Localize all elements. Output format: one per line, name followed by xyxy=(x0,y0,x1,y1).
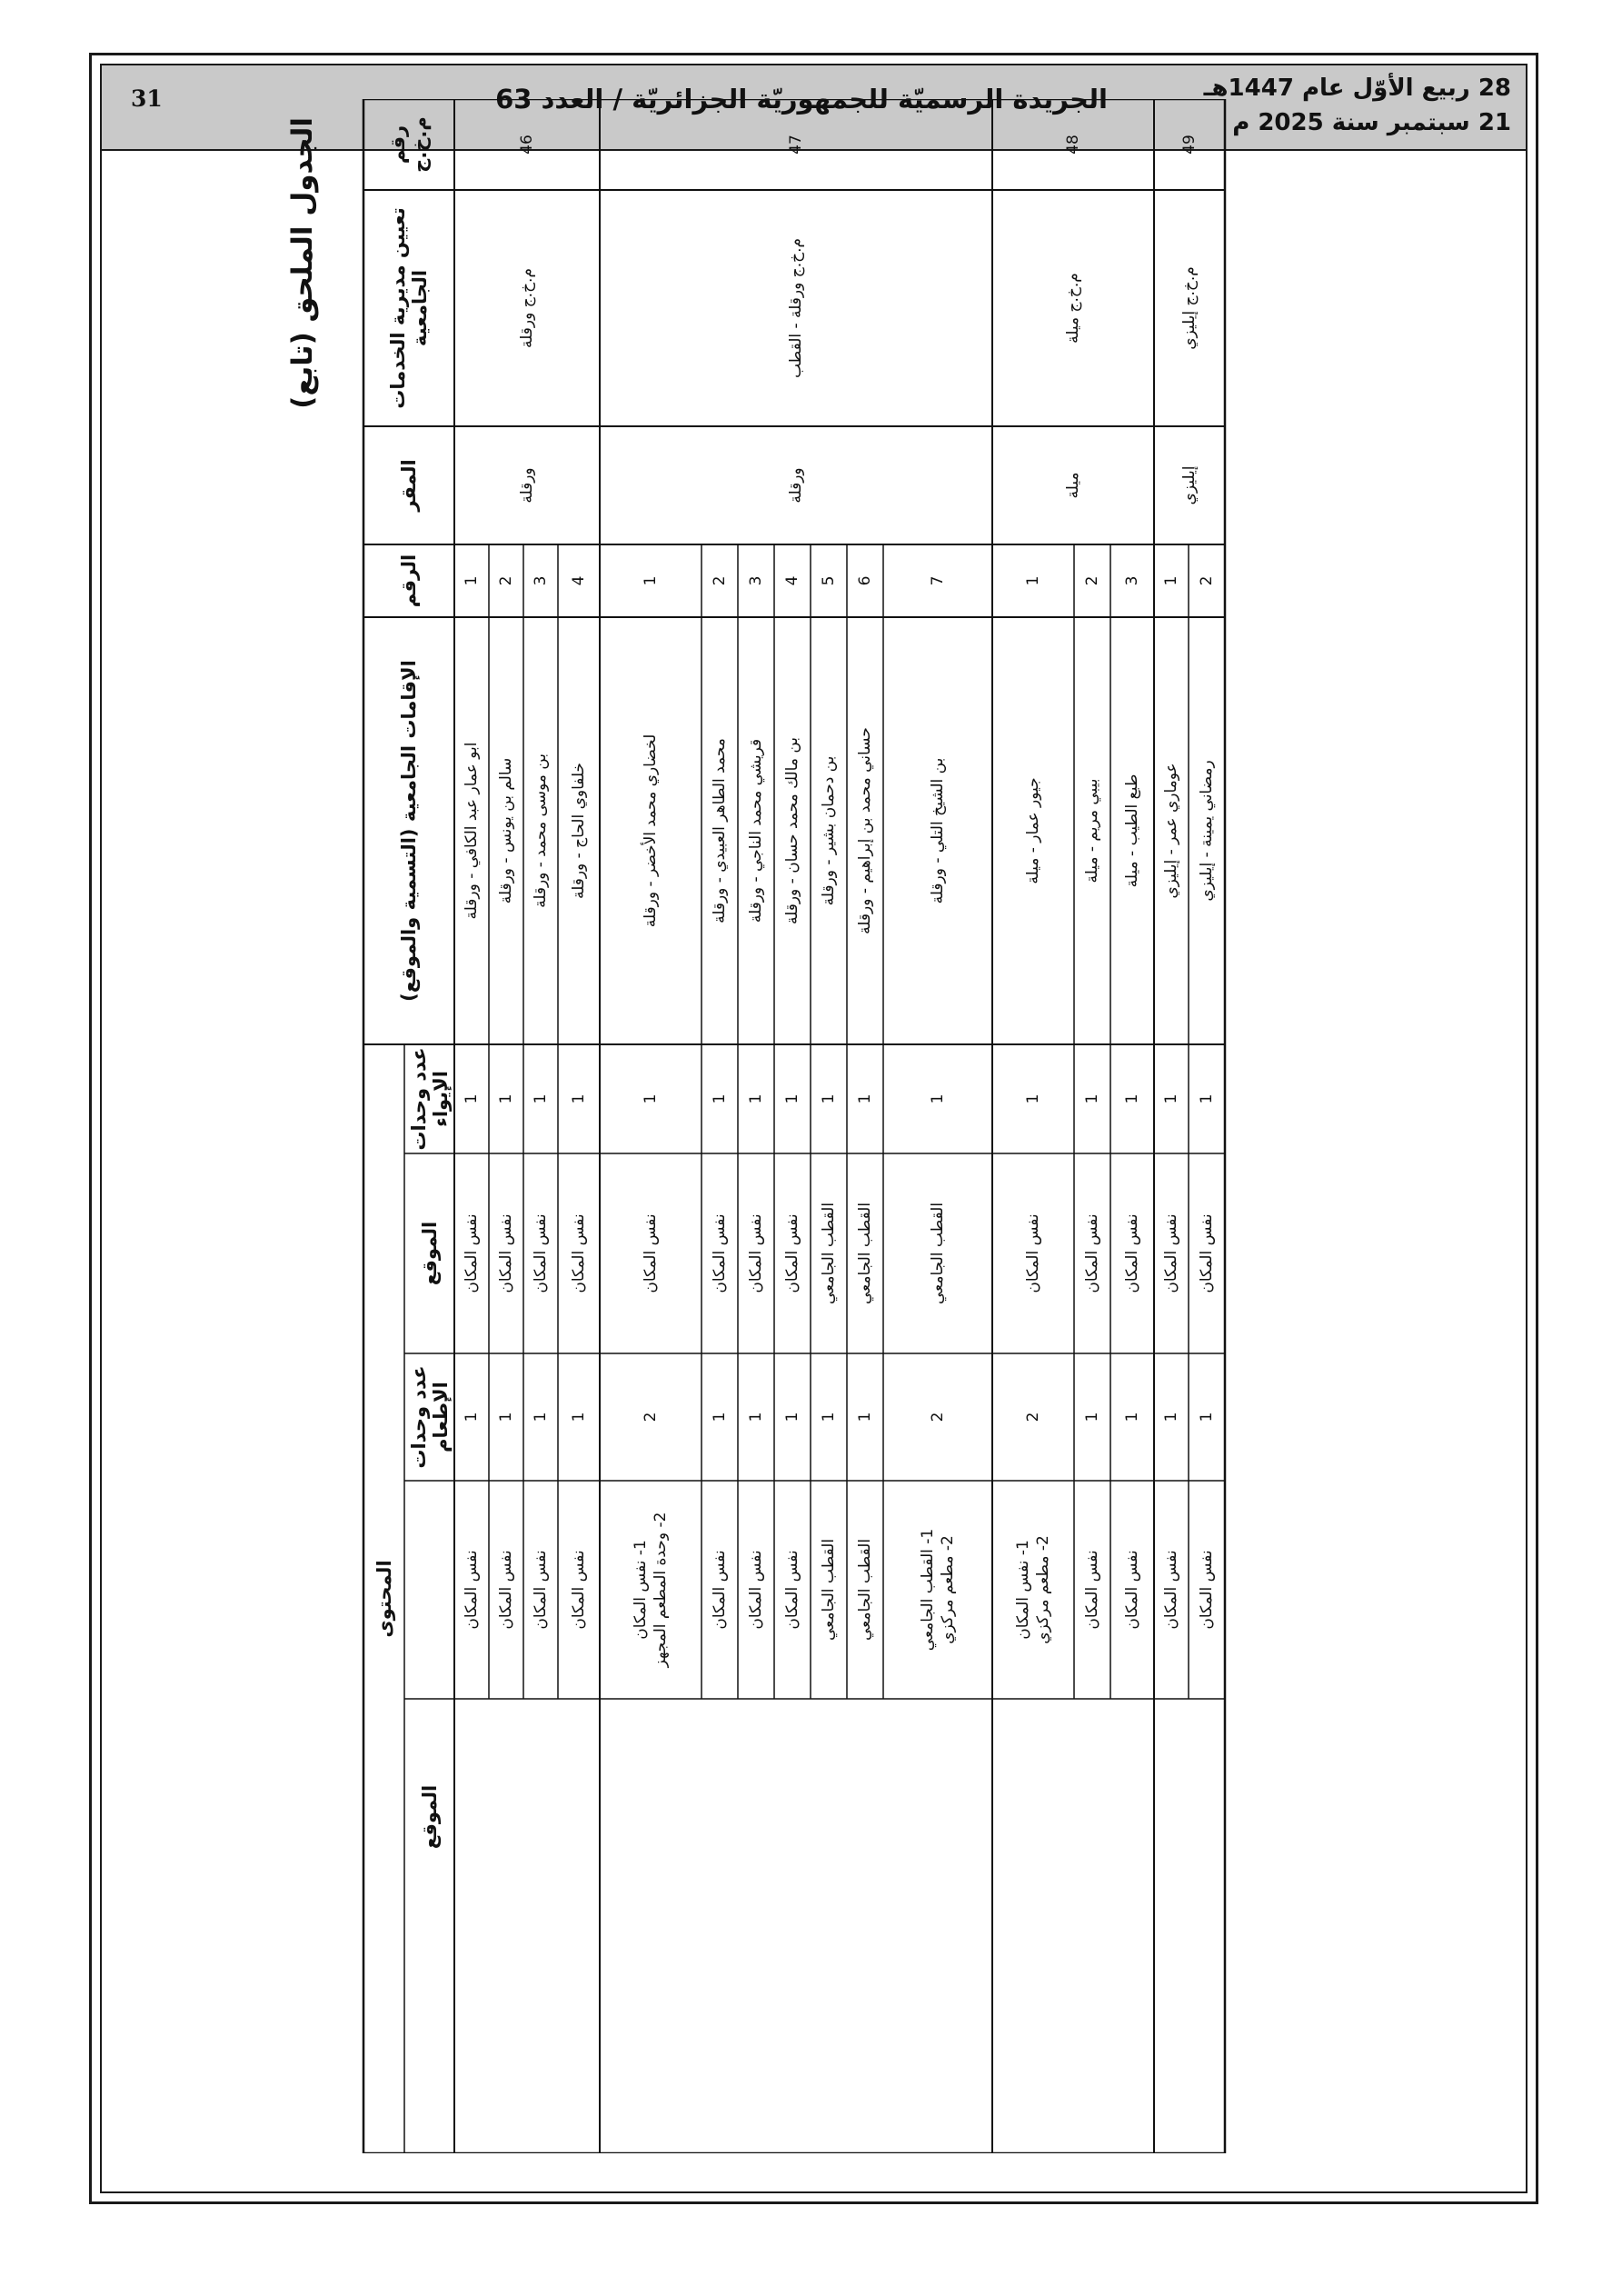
header-directorate: تعيين مديرية الخدمات الجامعية xyxy=(387,207,431,409)
catering-site-line: نفس المكان xyxy=(1162,1550,1180,1630)
row-number: 5 xyxy=(820,575,838,586)
catering-units-value: 1 xyxy=(497,1412,515,1423)
catering-site-line: 2- مطعم مركزي xyxy=(939,1535,957,1644)
catering-site xyxy=(774,1481,811,1699)
row-number: 3 xyxy=(747,575,765,586)
catering-units-value: 1 xyxy=(570,1412,588,1423)
group-dou-number: 49 xyxy=(1180,135,1199,155)
catering-site xyxy=(1074,1481,1110,1699)
header-site-2: الموقع xyxy=(418,1784,441,1850)
catering-units-value: 1 xyxy=(1162,1412,1180,1423)
group-dou-number: 48 xyxy=(1064,135,1082,155)
catering-units-value: 2 xyxy=(929,1412,947,1423)
residence-name: عوماري عمر - إيليزي xyxy=(1162,763,1180,899)
catering-site-line: 2- وحدة المطعم المجهز xyxy=(652,1512,670,1668)
housing-site: نفس المكان xyxy=(570,1213,588,1293)
housing-units-value: 1 xyxy=(747,1093,765,1104)
housing-site: نفس المكان xyxy=(783,1213,801,1293)
housing-units-value: 1 xyxy=(1083,1093,1101,1104)
row-number: 2 xyxy=(1083,575,1101,586)
catering-site xyxy=(1189,1481,1225,1699)
catering-site xyxy=(702,1481,738,1699)
group-seat: ميلة xyxy=(1064,472,1082,499)
housing-units-value: 1 xyxy=(1024,1093,1042,1104)
residence-name: بيبي مريم - ميلة xyxy=(1083,778,1101,883)
residence-name: بن موسى محمد - ورقلة xyxy=(532,754,550,908)
catering-units-value: 1 xyxy=(1123,1412,1141,1423)
housing-site: نفس المكان xyxy=(1123,1213,1141,1293)
header-seat: المقر xyxy=(398,459,420,512)
catering-units-value: 1 xyxy=(711,1412,729,1423)
group-dou-number: 46 xyxy=(518,135,536,155)
catering-site-line: نفس المكان xyxy=(463,1550,481,1630)
hijri-date: 28 ربيع الأوّل عام 1447هـ xyxy=(1203,75,1511,102)
housing-units-value: 1 xyxy=(1162,1093,1180,1104)
housing-site: نفس المكان xyxy=(642,1213,660,1293)
catering-site-line: القطب الجامعي xyxy=(856,1538,874,1642)
rotated-annex xyxy=(182,99,1499,2153)
housing-units-value: 1 xyxy=(856,1093,874,1104)
header-housing-units: عدد وحدات الإيواء xyxy=(407,1047,452,1151)
group-seat: إيليزي xyxy=(1180,465,1199,505)
housing-site: نفس المكان xyxy=(1024,1213,1042,1293)
catering-units-value: 2 xyxy=(642,1412,660,1423)
housing-units-value: 1 xyxy=(783,1093,801,1104)
row-number: 1 xyxy=(463,575,481,586)
residence-name: رمضاني يمينة - إيليزي xyxy=(1198,760,1216,902)
catering-site-line: نفس المكان xyxy=(1123,1550,1141,1630)
row-number: 3 xyxy=(1123,575,1141,586)
residence-name: قريشي محمد الناجي - ورقلة xyxy=(747,738,765,923)
housing-units-value: 1 xyxy=(570,1093,588,1104)
row-number: 2 xyxy=(1198,575,1216,586)
journal-title: الجريدة الرسميّة للجمهوريّة الجزائريّة / العدد 63 xyxy=(495,84,1108,115)
housing-units-value: 1 xyxy=(1123,1093,1141,1104)
residence-name: بن دحمان بشير - ورقلة xyxy=(820,755,838,906)
catering-site xyxy=(992,1481,1074,1699)
row-number: 1 xyxy=(1024,575,1042,586)
catering-site xyxy=(523,1481,558,1699)
housing-site: القطب الجامعي xyxy=(820,1202,838,1305)
group-dou-number: 47 xyxy=(787,135,805,155)
header-content: المحتوى xyxy=(373,1560,395,1638)
group-seat: ورقلة xyxy=(787,467,805,504)
housing-site: نفس المكان xyxy=(1083,1213,1101,1293)
residence-name: جيور عمار - ميلة xyxy=(1024,777,1042,884)
catering-units-value: 1 xyxy=(747,1412,765,1423)
catering-site-line: نفس المكان xyxy=(1198,1550,1216,1630)
catering-site xyxy=(454,1481,489,1699)
residence-name: لخضاري محمد الأخضر - ورقلة xyxy=(642,734,660,928)
housing-site: نفس المكان xyxy=(747,1213,765,1293)
header-site: الموقع xyxy=(418,1221,441,1286)
catering-site-line: 2- مطعم مركزي xyxy=(1034,1535,1052,1644)
row-number: 3 xyxy=(532,575,550,586)
housing-site: نفس المكان xyxy=(463,1213,481,1293)
group-seat: ورقلة xyxy=(518,467,536,504)
catering-site-line: القطب الجامعي xyxy=(820,1538,838,1642)
header-residence: الإقامات الجامعية (التسمية والموقع) xyxy=(398,660,420,1002)
catering-site-line: 1- القطب الجامعي xyxy=(919,1528,937,1652)
housing-site: نفس المكان xyxy=(1198,1213,1216,1293)
catering-site-line: نفس المكان xyxy=(747,1550,765,1630)
catering-site xyxy=(1154,1481,1189,1699)
row-number: 1 xyxy=(1162,575,1180,586)
housing-units-value: 1 xyxy=(820,1093,838,1104)
group-directorate: م.خ.ج إيليزي xyxy=(1180,266,1199,350)
catering-site xyxy=(811,1481,847,1699)
annex-title: الجدول الملحق (تابع) xyxy=(286,117,319,409)
residence-name: طبع الطيب - ميلة xyxy=(1123,774,1141,888)
residence-name: حساني محمد بن إبراهيم - ورقلة xyxy=(856,727,874,934)
row-number: 2 xyxy=(497,575,515,586)
catering-site-line: نفس المكان xyxy=(570,1550,588,1630)
row-number: 2 xyxy=(711,575,729,586)
catering-site-line: نفس المكان xyxy=(1083,1550,1101,1630)
housing-units-value: 1 xyxy=(711,1093,729,1104)
catering-site xyxy=(600,1481,702,1699)
residence-name: سالم بن يونس - ورقلة xyxy=(497,757,515,904)
gregorian-date: 21 سبتمبر سنة 2025 م xyxy=(1232,109,1511,136)
catering-site xyxy=(1110,1481,1154,1699)
catering-site xyxy=(847,1481,883,1699)
housing-units-value: 1 xyxy=(532,1093,550,1104)
catering-site-line: 1- نفس المكان xyxy=(1014,1540,1032,1640)
housing-site: نفس المكان xyxy=(711,1213,729,1293)
residence-name: بن الشيخ التلي - ورقلة xyxy=(929,757,947,904)
row-number: 6 xyxy=(856,575,874,586)
header-dou-number: رقم م.خ.ج xyxy=(387,116,431,173)
header-row-number: الرقم xyxy=(398,554,420,608)
catering-site xyxy=(883,1481,992,1699)
row-number: 1 xyxy=(642,575,660,586)
housing-units-value: 1 xyxy=(497,1093,515,1104)
housing-units-value: 1 xyxy=(929,1093,947,1104)
page-number: 31 xyxy=(131,85,163,112)
group-directorate: م.خ.ج ورقلة - القطب xyxy=(787,237,805,379)
residence-name: محمد الطاهر العبيدي - ورقلة xyxy=(711,738,729,923)
catering-site xyxy=(558,1481,600,1699)
housing-site: القطب الجامعي xyxy=(856,1202,874,1305)
row-number: 4 xyxy=(570,575,588,586)
row-number: 4 xyxy=(783,575,801,586)
catering-site-line: نفس المكان xyxy=(532,1550,550,1630)
housing-site: نفس المكان xyxy=(1162,1213,1180,1293)
catering-units-value: 1 xyxy=(1198,1412,1216,1423)
catering-site-line: نفس المكان xyxy=(711,1550,729,1630)
residence-name: ابو عمار عبد الكافي - ورقلة xyxy=(463,742,481,920)
catering-site xyxy=(738,1481,774,1699)
catering-site xyxy=(489,1481,523,1699)
annex-table xyxy=(182,99,1499,2153)
catering-units-value: 1 xyxy=(532,1412,550,1423)
catering-units-value: 1 xyxy=(856,1412,874,1423)
catering-units-value: 1 xyxy=(463,1412,481,1423)
group-directorate: م.خ.ج ورقلة xyxy=(518,268,536,348)
housing-units-value: 1 xyxy=(463,1093,481,1104)
housing-site: نفس المكان xyxy=(497,1213,515,1293)
housing-site: نفس المكان xyxy=(532,1213,550,1293)
housing-units-value: 1 xyxy=(1198,1093,1216,1104)
housing-site: القطب الجامعي xyxy=(929,1202,947,1305)
catering-units-value: 1 xyxy=(783,1412,801,1423)
housing-units-value: 1 xyxy=(642,1093,660,1104)
catering-units-value: 1 xyxy=(820,1412,838,1423)
catering-units-value: 2 xyxy=(1024,1412,1042,1423)
group-directorate: م.خ.ج ميلة xyxy=(1064,273,1082,344)
catering-site-line: 1- نفس المكان xyxy=(632,1540,650,1640)
residence-name: بن مالك محمد حسان - ورقلة xyxy=(783,736,801,925)
catering-site-line: نفس المكان xyxy=(497,1550,515,1630)
header-catering-units: عدد وحدات الإطعام xyxy=(407,1365,452,1469)
row-number: 7 xyxy=(929,575,947,586)
catering-site-line: نفس المكان xyxy=(783,1550,801,1630)
residence-name: خلفاوي الحاج - ورقلة xyxy=(570,762,588,900)
catering-units-value: 1 xyxy=(1083,1412,1101,1423)
